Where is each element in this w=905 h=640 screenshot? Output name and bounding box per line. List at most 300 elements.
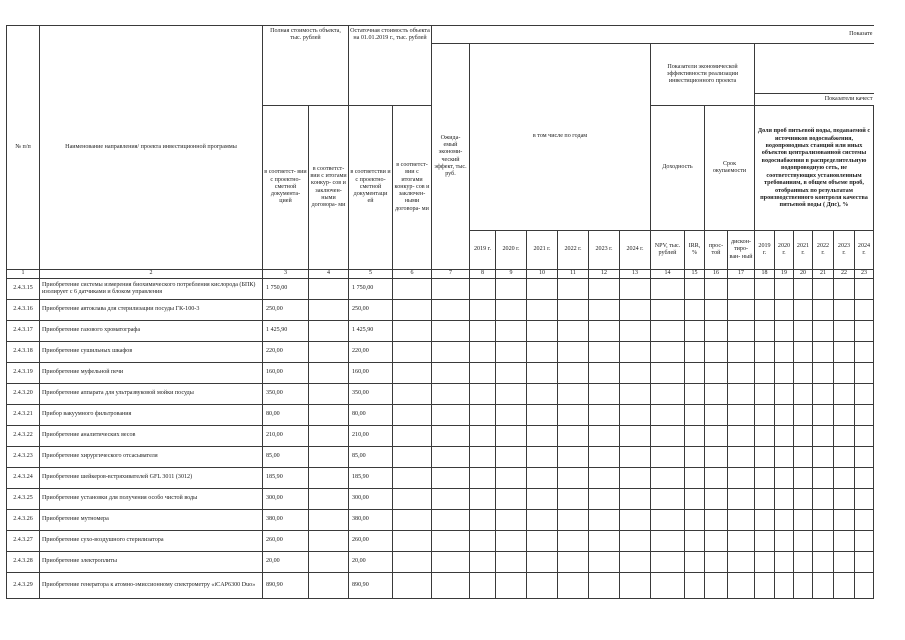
row-empty <box>855 552 874 573</box>
row-empty <box>558 384 589 405</box>
row-name: Приобретение системы измерения биохимического потребления кислорода (БПК) изолирует с 6 датчиками и блоком управления <box>40 279 263 300</box>
row-empty <box>309 300 349 321</box>
header-full-contracts: в соответст- вии с итогами конкур- сов и заключен- ными договора- ми <box>309 106 349 270</box>
row-empty <box>705 405 728 426</box>
row-empty <box>855 321 874 342</box>
row-name: Приобретение шейкеров-встряхивателей GFL 3011 (3012) <box>40 468 263 489</box>
row-empty <box>527 426 558 447</box>
row-residual-cost: 220,00 <box>349 342 393 363</box>
row-empty <box>755 384 775 405</box>
row-empty <box>705 279 728 300</box>
row-empty <box>794 531 813 552</box>
row-empty <box>432 321 470 342</box>
column-number: 4 <box>309 270 349 279</box>
row-empty <box>589 531 620 552</box>
row-empty <box>393 447 432 468</box>
row-empty <box>496 300 527 321</box>
row-empty <box>620 468 651 489</box>
row-residual-cost: 350,00 <box>349 384 393 405</box>
row-empty <box>309 363 349 384</box>
row-empty <box>309 405 349 426</box>
header-residual-cost: Остаточная стоимость объекта на 01.01.2019 г., тыс. рублей <box>349 26 432 106</box>
row-empty <box>775 426 794 447</box>
row-empty <box>855 426 874 447</box>
row-empty <box>755 531 775 552</box>
row-empty <box>527 468 558 489</box>
row-empty <box>589 384 620 405</box>
row-empty <box>309 426 349 447</box>
row-empty <box>775 531 794 552</box>
row-empty <box>309 342 349 363</box>
row-empty <box>470 363 496 384</box>
row-empty <box>432 573 470 599</box>
row-empty <box>558 405 589 426</box>
row-empty <box>728 300 755 321</box>
row-empty <box>496 363 527 384</box>
row-empty <box>496 468 527 489</box>
row-empty <box>620 279 651 300</box>
row-empty <box>620 300 651 321</box>
row-empty <box>834 489 855 510</box>
row-empty <box>834 405 855 426</box>
row-empty <box>651 300 685 321</box>
row-empty <box>651 447 685 468</box>
row-empty <box>813 405 834 426</box>
row-residual-cost: 160,00 <box>349 363 393 384</box>
row-empty <box>728 321 755 342</box>
row-empty <box>705 552 728 573</box>
row-empty <box>470 552 496 573</box>
row-empty <box>705 384 728 405</box>
row-empty <box>685 342 705 363</box>
table-row <box>7 384 874 405</box>
row-number: 2.4.3.19 <box>7 363 40 384</box>
row-empty <box>794 342 813 363</box>
row-empty <box>855 510 874 531</box>
table-row <box>7 489 874 510</box>
row-empty <box>470 468 496 489</box>
row-empty <box>432 405 470 426</box>
row-empty <box>855 573 874 599</box>
row-empty <box>794 447 813 468</box>
row-empty <box>432 447 470 468</box>
row-empty <box>813 300 834 321</box>
row-empty <box>558 426 589 447</box>
row-name: Приобретение муфельной печи <box>40 363 263 384</box>
row-empty <box>728 342 755 363</box>
row-empty <box>775 300 794 321</box>
row-empty <box>527 489 558 510</box>
row-empty <box>834 468 855 489</box>
row-empty <box>558 279 589 300</box>
header-number: № п/п <box>7 26 40 270</box>
header-quality-year-2020: 2020 г. <box>775 231 794 270</box>
row-empty <box>558 489 589 510</box>
row-empty <box>855 363 874 384</box>
table-row <box>7 447 874 468</box>
row-empty <box>755 489 775 510</box>
row-empty <box>393 363 432 384</box>
row-empty <box>813 342 834 363</box>
row-empty <box>813 531 834 552</box>
row-empty <box>620 489 651 510</box>
row-full-cost: 20,00 <box>263 552 309 573</box>
row-number: 2.4.3.17 <box>7 321 40 342</box>
row-residual-cost: 380,00 <box>349 510 393 531</box>
row-empty <box>309 321 349 342</box>
header-indicators: Показате <box>432 26 874 44</box>
row-empty <box>755 573 775 599</box>
row-empty <box>813 468 834 489</box>
row-empty <box>432 510 470 531</box>
row-empty <box>834 573 855 599</box>
table-row <box>7 573 874 599</box>
header-quality-desc: Доля проб питьевой воды, подаваемой с источников водоснабжения, водопроводных станций или иных объектов централизованной системы водоснабжения в распределительную водопроводную сеть, не соответствующих установленным требованиям, в общем объеме проб, отобранных по результатам производственного контроля качества питьевой воды ( Дпс), % <box>755 106 874 231</box>
row-empty <box>527 552 558 573</box>
table-row <box>7 426 874 447</box>
column-number: 2 <box>40 270 263 279</box>
row-empty <box>620 405 651 426</box>
row-empty <box>309 489 349 510</box>
row-empty <box>470 384 496 405</box>
row-empty <box>527 573 558 599</box>
row-empty <box>705 321 728 342</box>
row-empty <box>855 279 874 300</box>
row-empty <box>620 321 651 342</box>
row-empty <box>775 447 794 468</box>
row-empty <box>393 279 432 300</box>
row-empty <box>393 468 432 489</box>
column-number: 15 <box>685 270 705 279</box>
row-empty <box>470 405 496 426</box>
row-empty <box>685 573 705 599</box>
column-number: 8 <box>470 270 496 279</box>
table-row <box>7 300 874 321</box>
header-profitability: Доходность <box>651 106 705 231</box>
row-empty <box>309 552 349 573</box>
row-empty <box>813 363 834 384</box>
header-quality-year-2024: 2024 г. <box>855 231 874 270</box>
row-empty <box>685 510 705 531</box>
row-empty <box>794 384 813 405</box>
row-empty <box>728 573 755 599</box>
table-row <box>7 363 874 384</box>
row-empty <box>705 426 728 447</box>
header-year-2021: 2021 г. <box>527 231 558 270</box>
row-empty <box>527 300 558 321</box>
column-number: 20 <box>794 270 813 279</box>
row-empty <box>813 573 834 599</box>
row-empty <box>393 300 432 321</box>
row-empty <box>393 531 432 552</box>
row-number: 2.4.3.29 <box>7 573 40 599</box>
row-empty <box>813 447 834 468</box>
row-empty <box>558 531 589 552</box>
row-empty <box>470 279 496 300</box>
row-empty <box>685 405 705 426</box>
row-empty <box>558 342 589 363</box>
row-number: 2.4.3.28 <box>7 552 40 573</box>
row-empty <box>834 321 855 342</box>
row-empty <box>775 573 794 599</box>
row-empty <box>728 279 755 300</box>
row-empty <box>755 426 775 447</box>
row-empty <box>470 342 496 363</box>
table-row <box>7 531 874 552</box>
row-number: 2.4.3.25 <box>7 489 40 510</box>
row-empty <box>685 321 705 342</box>
header-simple: прос- той <box>705 231 728 270</box>
row-empty <box>775 342 794 363</box>
row-number: 2.4.3.20 <box>7 384 40 405</box>
table-row <box>7 405 874 426</box>
row-empty <box>527 279 558 300</box>
header-discounted: дискон- тиро- ван- ный <box>728 231 755 270</box>
row-empty <box>775 510 794 531</box>
row-empty <box>432 384 470 405</box>
row-full-cost: 260,00 <box>263 531 309 552</box>
row-empty <box>794 573 813 599</box>
row-empty <box>813 510 834 531</box>
row-empty <box>651 384 685 405</box>
row-residual-cost: 80,00 <box>349 405 393 426</box>
row-name: Приобретение генератора к атомно-эмиссионному спектрометру «iCAP6300 Duo» <box>40 573 263 599</box>
row-empty <box>651 468 685 489</box>
column-number: 13 <box>620 270 651 279</box>
row-empty <box>432 279 470 300</box>
row-empty <box>589 510 620 531</box>
row-empty <box>755 447 775 468</box>
row-empty <box>470 300 496 321</box>
row-empty <box>470 573 496 599</box>
row-empty <box>589 405 620 426</box>
row-empty <box>685 426 705 447</box>
row-empty <box>558 552 589 573</box>
row-name: Приобретение аналитических весов <box>40 426 263 447</box>
row-residual-cost: 85,00 <box>349 447 393 468</box>
row-empty <box>620 447 651 468</box>
header-economic-efficiency: Показатели экономической эффективности реализации инвестиционного проекта <box>651 44 755 106</box>
row-empty <box>728 510 755 531</box>
row-empty <box>393 384 432 405</box>
row-empty <box>651 279 685 300</box>
row-empty <box>558 573 589 599</box>
row-empty <box>775 405 794 426</box>
row-empty <box>834 279 855 300</box>
header-residual-contracts: в соответст- вии с итогами конкур- сов и заключен- ными договора- ми <box>393 106 432 270</box>
column-number: 9 <box>496 270 527 279</box>
row-empty <box>728 405 755 426</box>
row-empty <box>728 363 755 384</box>
row-empty <box>496 384 527 405</box>
row-empty <box>794 300 813 321</box>
row-empty <box>393 426 432 447</box>
row-empty <box>794 279 813 300</box>
row-empty <box>813 279 834 300</box>
row-residual-cost: 1 425,90 <box>349 321 393 342</box>
row-empty <box>620 531 651 552</box>
row-full-cost: 300,00 <box>263 489 309 510</box>
row-empty <box>589 573 620 599</box>
row-empty <box>496 552 527 573</box>
row-empty <box>834 426 855 447</box>
row-empty <box>728 489 755 510</box>
row-full-cost: 380,00 <box>263 510 309 531</box>
table-body <box>7 270 874 599</box>
header-full-design: в соответст- вии с проектно- сметной документа- цией <box>263 106 309 270</box>
row-empty <box>527 384 558 405</box>
row-empty <box>834 447 855 468</box>
row-empty <box>651 405 685 426</box>
row-empty <box>620 426 651 447</box>
row-empty <box>834 552 855 573</box>
header-by-years: в том числе по годам <box>470 44 651 231</box>
row-empty <box>620 552 651 573</box>
column-number: 1 <box>7 270 40 279</box>
row-full-cost: 80,00 <box>263 405 309 426</box>
row-full-cost: 350,00 <box>263 384 309 405</box>
row-empty <box>834 363 855 384</box>
row-empty <box>834 300 855 321</box>
column-number: 19 <box>775 270 794 279</box>
row-empty <box>589 447 620 468</box>
row-empty <box>470 447 496 468</box>
row-empty <box>651 531 685 552</box>
row-empty <box>813 384 834 405</box>
row-empty <box>813 552 834 573</box>
row-empty <box>496 447 527 468</box>
row-empty <box>855 384 874 405</box>
row-empty <box>589 489 620 510</box>
row-empty <box>705 468 728 489</box>
row-empty <box>393 552 432 573</box>
row-empty <box>309 384 349 405</box>
row-empty <box>755 510 775 531</box>
row-empty <box>685 447 705 468</box>
row-name: Приобретение автоклава для стерилизации посуды ГК-100-3 <box>40 300 263 321</box>
row-empty <box>620 384 651 405</box>
row-empty <box>728 384 755 405</box>
row-residual-cost: 260,00 <box>349 531 393 552</box>
row-empty <box>620 510 651 531</box>
row-empty <box>558 300 589 321</box>
column-number: 16 <box>705 270 728 279</box>
row-empty <box>855 447 874 468</box>
investment-program-table <box>6 25 874 599</box>
row-empty <box>432 426 470 447</box>
column-number: 21 <box>813 270 834 279</box>
row-residual-cost: 890,90 <box>349 573 393 599</box>
row-empty <box>794 363 813 384</box>
row-empty <box>685 384 705 405</box>
row-empty <box>558 447 589 468</box>
row-empty <box>496 510 527 531</box>
row-empty <box>855 531 874 552</box>
row-empty <box>589 552 620 573</box>
row-empty <box>855 468 874 489</box>
row-full-cost: 85,00 <box>263 447 309 468</box>
row-empty <box>589 363 620 384</box>
row-empty <box>685 363 705 384</box>
header-quality: Показатели качест <box>755 94 874 106</box>
row-empty <box>705 447 728 468</box>
row-empty <box>775 468 794 489</box>
row-name: Приобретение газового хроматографа <box>40 321 263 342</box>
row-name: Приобретение сушильных шкафов <box>40 342 263 363</box>
row-number: 2.4.3.27 <box>7 531 40 552</box>
row-empty <box>755 321 775 342</box>
column-number: 14 <box>651 270 685 279</box>
row-residual-cost: 210,00 <box>349 426 393 447</box>
row-empty <box>393 489 432 510</box>
header-irr: IRR, % <box>685 231 705 270</box>
header-year-2023: 2023 г. <box>589 231 620 270</box>
header-quality-year-2019: 2019 г. <box>755 231 775 270</box>
row-empty <box>755 405 775 426</box>
column-number: 7 <box>432 270 470 279</box>
row-empty <box>834 510 855 531</box>
row-empty <box>527 510 558 531</box>
row-empty <box>432 468 470 489</box>
row-empty <box>470 531 496 552</box>
row-empty <box>794 426 813 447</box>
row-empty <box>527 342 558 363</box>
column-number: 3 <box>263 270 309 279</box>
row-full-cost: 250,00 <box>263 300 309 321</box>
row-empty <box>794 321 813 342</box>
row-empty <box>813 426 834 447</box>
row-empty <box>705 342 728 363</box>
header-quality-year-2021: 2021 г. <box>794 231 813 270</box>
column-number: 17 <box>728 270 755 279</box>
row-full-cost: 220,00 <box>263 342 309 363</box>
row-residual-cost: 185,90 <box>349 468 393 489</box>
row-residual-cost: 300,00 <box>349 489 393 510</box>
row-empty <box>393 321 432 342</box>
row-number: 2.4.3.24 <box>7 468 40 489</box>
row-number: 2.4.3.23 <box>7 447 40 468</box>
header-year-2024: 2024 г. <box>620 231 651 270</box>
header-effect: Ожида- емый экономи- ческий эффект, тыс. руб. <box>432 44 470 270</box>
header-quality-year-2023: 2023 г. <box>834 231 855 270</box>
row-empty <box>775 363 794 384</box>
row-number: 2.4.3.15 <box>7 279 40 300</box>
row-empty <box>496 573 527 599</box>
row-empty <box>470 321 496 342</box>
row-empty <box>834 531 855 552</box>
row-empty <box>470 489 496 510</box>
row-empty <box>775 279 794 300</box>
table-row <box>7 552 874 573</box>
row-empty <box>794 468 813 489</box>
row-empty <box>393 405 432 426</box>
row-empty <box>527 447 558 468</box>
row-empty <box>309 573 349 599</box>
row-full-cost: 1 425,90 <box>263 321 309 342</box>
row-empty <box>794 489 813 510</box>
row-empty <box>685 489 705 510</box>
column-number: 5 <box>349 270 393 279</box>
header-name: Наименование направления/ проекта инвестиционной программы <box>40 26 263 270</box>
row-empty <box>432 489 470 510</box>
header-year-2019: 2019 г. <box>470 231 496 270</box>
table-row <box>7 510 874 531</box>
column-number: 10 <box>527 270 558 279</box>
row-empty <box>775 552 794 573</box>
row-empty <box>589 321 620 342</box>
row-empty <box>705 363 728 384</box>
row-empty <box>620 342 651 363</box>
